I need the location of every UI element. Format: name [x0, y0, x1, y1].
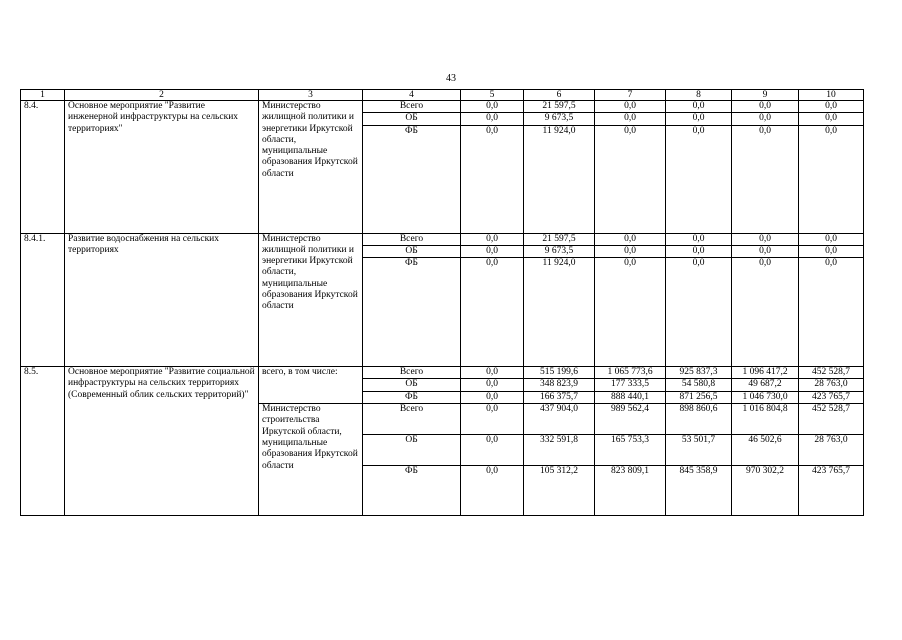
item-name: Основное мероприятие "Развитие инженерной инфраструктуры на сельских территориях"	[65, 101, 259, 234]
value-cell: 0,0	[461, 233, 524, 245]
value-cell: 0,0	[732, 101, 799, 113]
value-cell: 0,0	[732, 245, 799, 257]
value-cell: 423 765,7	[799, 466, 864, 516]
executor: Министерство строительства Иркутской области, муниципальные образования Иркутской области	[259, 404, 363, 516]
col-header: 6	[524, 90, 595, 101]
value-cell: 0,0	[666, 125, 732, 233]
funding-source: Всего	[363, 404, 461, 435]
value-cell: 0,0	[666, 233, 732, 245]
col-header: 7	[595, 90, 666, 101]
funding-source: ФБ	[363, 466, 461, 516]
value-cell: 0,0	[595, 101, 666, 113]
value-cell: 332 591,8	[524, 435, 595, 466]
value-cell: 0,0	[666, 101, 732, 113]
value-cell: 888 440,1	[595, 391, 666, 403]
col-header: 2	[65, 90, 259, 101]
value-cell: 871 256,5	[666, 391, 732, 403]
value-cell: 0,0	[461, 435, 524, 466]
value-cell: 54 580,8	[666, 379, 732, 391]
value-cell: 1 016 804,8	[732, 404, 799, 435]
value-cell: 515 199,6	[524, 367, 595, 379]
funding-source: ФБ	[363, 125, 461, 233]
value-cell: 437 904,0	[524, 404, 595, 435]
funding-source: Всего	[363, 233, 461, 245]
value-cell: 0,0	[461, 466, 524, 516]
funding-source: Всего	[363, 101, 461, 113]
value-cell: 105 312,2	[524, 466, 595, 516]
total-label: всего, в том числе:	[259, 367, 363, 404]
value-cell: 0,0	[595, 113, 666, 125]
col-header: 5	[461, 90, 524, 101]
value-cell: 0,0	[666, 113, 732, 125]
funding-source: ФБ	[363, 391, 461, 403]
item-code: 8.4.	[21, 101, 65, 234]
value-cell: 46 502,6	[732, 435, 799, 466]
value-cell: 0,0	[461, 101, 524, 113]
value-cell: 1 046 730,0	[732, 391, 799, 403]
value-cell: 898 860,6	[666, 404, 732, 435]
item-name: Развитие водоснабжения на сельских территориях	[65, 233, 259, 367]
value-cell: 165 753,3	[595, 435, 666, 466]
value-cell: 0,0	[799, 113, 864, 125]
value-cell: 11 924,0	[524, 258, 595, 367]
value-cell: 0,0	[666, 245, 732, 257]
value-cell: 452 528,7	[799, 367, 864, 379]
table-row	[21, 101, 864, 113]
funding-table	[20, 89, 864, 516]
value-cell: 0,0	[732, 233, 799, 245]
value-cell: 9 673,5	[524, 113, 595, 125]
value-cell: 925 837,3	[666, 367, 732, 379]
value-cell: 28 763,0	[799, 379, 864, 391]
column-header-row	[21, 90, 864, 101]
table-row	[21, 367, 864, 379]
value-cell: 0,0	[461, 367, 524, 379]
value-cell: 0,0	[461, 379, 524, 391]
item-code: 8.4.1.	[21, 233, 65, 367]
col-header: 9	[732, 90, 799, 101]
value-cell: 0,0	[595, 245, 666, 257]
value-cell: 970 302,2	[732, 466, 799, 516]
funding-source: ОБ	[363, 113, 461, 125]
table-row	[21, 233, 864, 245]
value-cell: 845 358,9	[666, 466, 732, 516]
col-header: 10	[799, 90, 864, 101]
col-header: 1	[21, 90, 65, 101]
col-header: 3	[259, 90, 363, 101]
value-cell: 0,0	[461, 391, 524, 403]
executor: Министерство жилищной политики и энергетики Иркутской области, муниципальные образования Иркутской области	[259, 101, 363, 234]
value-cell: 0,0	[732, 125, 799, 233]
value-cell: 0,0	[799, 233, 864, 245]
value-cell: 0,0	[732, 113, 799, 125]
value-cell: 53 501,7	[666, 435, 732, 466]
value-cell: 0,0	[799, 245, 864, 257]
value-cell: 1 065 773,6	[595, 367, 666, 379]
executor: Министерство жилищной политики и энергетики Иркутской области, муниципальные образования Иркутской области	[259, 233, 363, 367]
value-cell: 0,0	[595, 125, 666, 233]
value-cell: 0,0	[595, 233, 666, 245]
value-cell: 177 333,5	[595, 379, 666, 391]
page-number: 43	[446, 73, 456, 84]
value-cell: 0,0	[799, 258, 864, 367]
value-cell: 348 823,9	[524, 379, 595, 391]
value-cell: 452 528,7	[799, 404, 864, 435]
value-cell: 9 673,5	[524, 245, 595, 257]
value-cell: 28 763,0	[799, 435, 864, 466]
value-cell: 0,0	[461, 125, 524, 233]
funding-source: Всего	[363, 367, 461, 379]
value-cell: 0,0	[732, 258, 799, 367]
value-cell: 49 687,2	[732, 379, 799, 391]
value-cell: 21 597,5	[524, 101, 595, 113]
value-cell: 0,0	[799, 101, 864, 113]
value-cell: 11 924,0	[524, 125, 595, 233]
value-cell: 0,0	[595, 258, 666, 367]
funding-source: ОБ	[363, 245, 461, 257]
value-cell: 0,0	[461, 404, 524, 435]
funding-source: ФБ	[363, 258, 461, 367]
item-code: 8.5.	[21, 367, 65, 516]
value-cell: 823 809,1	[595, 466, 666, 516]
value-cell: 21 597,5	[524, 233, 595, 245]
funding-source: ОБ	[363, 435, 461, 466]
item-name: Основное мероприятие "Развитие социальной инфраструктуры на сельских территориях (Современный облик сельских территорий)"	[65, 367, 259, 516]
col-header: 8	[666, 90, 732, 101]
value-cell: 0,0	[461, 113, 524, 125]
value-cell: 989 562,4	[595, 404, 666, 435]
value-cell: 166 375,7	[524, 391, 595, 403]
funding-source: ОБ	[363, 379, 461, 391]
value-cell: 0,0	[799, 125, 864, 233]
value-cell: 0,0	[666, 258, 732, 367]
value-cell: 423 765,7	[799, 391, 864, 403]
value-cell: 0,0	[461, 245, 524, 257]
value-cell: 1 096 417,2	[732, 367, 799, 379]
value-cell: 0,0	[461, 258, 524, 367]
col-header: 4	[363, 90, 461, 101]
